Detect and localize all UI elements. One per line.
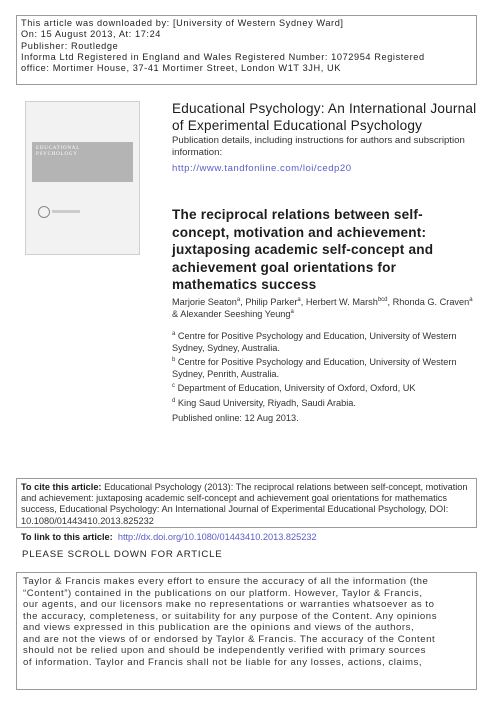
download-line: Publisher: Routledge [21, 40, 119, 51]
author-name[interactable]: Herbert W. Marsh [305, 297, 378, 307]
download-info-box [16, 15, 477, 85]
download-line: office: Mortimer House, 37-41 Mortimer Street, London W1T 3JH, UK [21, 63, 342, 74]
affiliation-item: $^d$ King Saud University, Riyadh, Saudi Arabia. [172, 397, 356, 408]
disclaimer-line: our agents, and our licensors make no representations or warranties whatsoever as to [23, 599, 435, 610]
download-line: This article was downloaded by: [University of Western Sydney Ward] [21, 18, 344, 28]
author-affiliation-mark: a [297, 297, 301, 303]
disclaimer-line: the accuracy, completeness, or suitability for any purpose of the Content. Any opinions [23, 610, 438, 622]
cover-decoration [52, 210, 80, 213]
author-separator: & [172, 308, 179, 319]
author-affiliation-mark: a [469, 297, 473, 303]
article-link-label: To link to this article: [21, 531, 113, 542]
article-link-row [21, 532, 472, 543]
disclaimer-line: and are not the views of or endorsed by Taylor & Francis. The accuracy of the Content [23, 633, 436, 645]
disclaimer-line: and views expressed in this publication are the opinions and views of the authors, [23, 622, 415, 633]
citation [21, 482, 472, 527]
authors: Marjorie Seaton$^a$, Philip Parker$^a$, Herbert W. Marsh$^{bcd}$, Rhonda G. Craven$^a$ & Alexander Seeshing Yeung$^a$ [172, 297, 473, 319]
disclaimer-line: “Content”) contained in the publications on our platform. However, Taylor & Francis, [23, 587, 423, 599]
disclaimer-line: Taylor & Francis makes every effort to ensure the accuracy of all the information (the [23, 576, 429, 587]
journal-title: Educational Psychology: An International Journal of Experimental Educational Psychology [172, 101, 477, 133]
download-line: Informa Ltd Registered in England and Wales Registered Number: 1072954 Registered [21, 51, 425, 62]
author-name[interactable]: Marjorie Seaton [172, 297, 237, 307]
citation-text: Educational Psychology (2013): The reciprocal relations between self-concept, motivation and achievement: juxtaposing academic self-concept and achievement goal orientations for mathematics success, Educational Psychology: An International Journal of Experimental Educational Psychology, DOI: 10.1080/01443410.2013.825232 [21, 482, 468, 526]
scroll-notice: PLEASE SCROLL DOWN FOR ARTICLE [22, 549, 223, 560]
disclaimer-line: of information. Taylor and Francis shall not be liable for any losses, actions, claims, [23, 656, 423, 668]
author-affiliation-mark: a [290, 308, 294, 315]
author-name[interactable]: Philip Parker [245, 297, 298, 307]
disclaimer-line: should not be relied upon and should be independently verified with primary sources [23, 645, 426, 656]
author-name[interactable]: Alexander Seeshing Yeung [180, 308, 291, 319]
disclaimer-box [16, 572, 477, 690]
cover-title: EDUCATIONAL PSYCHOLOGY [36, 146, 81, 157]
journal-cover-image [25, 101, 140, 255]
article-title: The reciprocal relations between self-concept, motivation and achievement: juxtaposing academic self-concept and achievement goal orientations for mathematics success [172, 207, 434, 292]
citation-box [16, 478, 477, 542]
publication-details: Publication details, including instructions for authors and subscription information: [172, 135, 465, 158]
doi-link[interactable]: http://dx.doi.org/10.1080/01443410.2013.825232 [117, 531, 317, 542]
author-affiliation-mark: bcd [377, 297, 388, 303]
journal-info [172, 100, 477, 176]
publisher-logo-icon [38, 206, 50, 218]
affiliation-item: $^a$ Centre for Positive Psychology and Education, University of Western Sydney, Sydney, Australia. [172, 331, 457, 353]
affiliations [172, 331, 477, 424]
affiliation-item: $^c$ Department of Education, University of Oxford, Oxford, UK [172, 383, 416, 394]
affiliation-item: $^b$ Centre for Positive Psychology and Education, University of Western Sydney, Penrith, Australia. [172, 357, 457, 379]
download-line: On: 15 August 2013, At: 17:24 [21, 29, 161, 40]
author-name[interactable]: Rhonda G. Craven [392, 297, 470, 307]
author-affiliation-mark: a [236, 297, 241, 303]
citation-label: To cite this article: [21, 482, 102, 492]
journal-link[interactable]: http://www.tandfonline.com/loi/cedp20 [172, 163, 352, 174]
published-date: Published online: 12 Aug 2013. [172, 412, 299, 423]
